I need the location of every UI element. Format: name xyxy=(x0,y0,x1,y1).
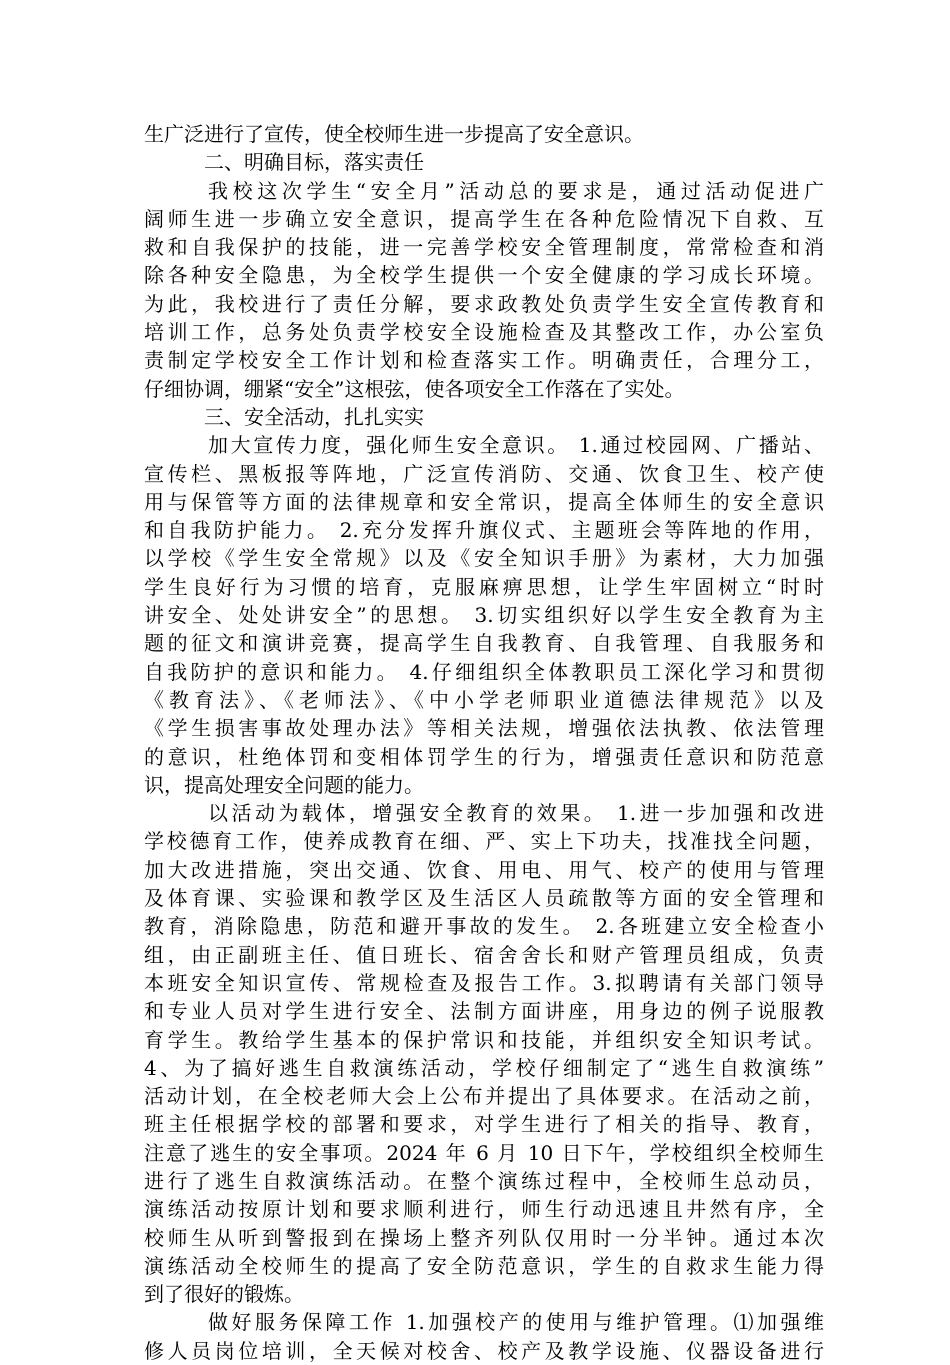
paragraph-line: 救和自我保护的技能，进一完善学校安全管理制度，常常检查和消 xyxy=(144,235,824,260)
paragraph-line: 到了很好的锻炼。 xyxy=(144,1282,304,1307)
paragraph-line: 注意了逃生的安全事项。2024 年 6 月 10 日下午，学校组织全校师生 xyxy=(144,1140,824,1165)
paragraph-line: 《教育法》、《老师法》、《中小学老师职业道德法律规范》以及 xyxy=(144,687,824,712)
paragraph-line: 教育，消除隐患，防范和避开事故的发生。 2.各班建立安全检查小 xyxy=(144,914,824,939)
paragraph-line: 的意识，杜绝体罚和变相体罚学生的行为，增强责任意识和防范意 xyxy=(144,744,824,769)
paragraph-line: 学生良好行为习惯的培育，克服麻痹思想，让学生牢固树立“时时 xyxy=(144,574,824,599)
paragraph-line: 自我防护的意识和能力。 4.仔细组织全体教职员工深化学习和贯彻 xyxy=(144,659,824,684)
paragraph-line: 以活动为载体，增强安全教育的效果。 1.进一步加强和改进 xyxy=(208,801,824,826)
paragraph-line: 4、为了搞好逃生自救演练活动，学校仔细制定了“逃生自救演练” xyxy=(144,1055,824,1080)
paragraph-line: 加大宣传力度，强化师生安全意识。 1.通过校园网、广播站、 xyxy=(208,433,824,458)
paragraph-line: 培训工作，总务处负责学校安全设施检查及其整改工作，办公室负 xyxy=(144,320,824,345)
paragraph-line: 除各种安全隐患，为全校学生提供一个安全健康的学习成长环境。 xyxy=(144,263,824,288)
paragraph-line: 和专业人员对学生进行安全、法制方面讲座，用身边的例子说服教 xyxy=(144,999,824,1024)
paragraph-line: 演练活动全校师生的提高了安全防范意识，学生的自救求生能力得 xyxy=(144,1253,824,1278)
paragraph-line: 校师生从听到警报到在操场上整齐列队仅用时一分半钟。通过本次 xyxy=(144,1225,824,1250)
paragraph-line: 活动计划，在全校老师大会上公布并提出了具体要求。在活动之前， xyxy=(144,1084,824,1109)
paragraph-line: 及体育课、实验课和教学区及生活区人员疏散等方面的安全管理和 xyxy=(144,886,824,911)
section-heading-2: 二、明确目标，落实责任 xyxy=(204,150,424,175)
paragraph-line: 《学生损害事故处理办法》等相关法规，增强依法执教、依法管理 xyxy=(144,716,824,741)
paragraph-line: 本班安全知识宣传、常规检查及报告工作。3.拟聘请有关部门领导 xyxy=(144,970,824,995)
paragraph-line: 用与保管等方面的法律规章和安全常识，提高全体师生的安全意识 xyxy=(144,489,824,514)
paragraph-line: 做好服务保障工作 1.加强校产的使用与维护管理。⑴加强维 xyxy=(208,1310,824,1335)
paragraph-line: 责制定学校安全工作计划和检查落实工作。明确责任，合理分工， xyxy=(144,348,824,373)
paragraph-line: 育学生。教给学生基本的保护常识和技能，并组织安全知识考试。 xyxy=(144,1027,824,1052)
paragraph-line: 以学校《学生安全常规》以及《安全知识手册》为素材，大力加强 xyxy=(144,546,824,571)
paragraph-line: 生广泛进行了宣传，使全校师生进一步提高了安全意识。 xyxy=(144,122,644,146)
paragraph-line: 讲安全、处处讲安全”的思想。 3.切实组织好以学生安全教育为主 xyxy=(144,603,824,628)
paragraph-line: 阔师生进一步确立安全意识，提高学生在各种危险情况下自救、互 xyxy=(144,206,824,231)
document-body xyxy=(144,120,824,1365)
paragraph-line: 仔细协调，绷紧“安全”这根弦，使各项安全工作落在了实处。 xyxy=(144,376,685,401)
section-heading-3: 三、安全活动，扎扎实实 xyxy=(204,404,424,429)
paragraph-line: 学校德育工作，使养成教育在细、严、实上下功夫，找准找全问题， xyxy=(144,829,824,854)
paragraph-line: 演练活动按原计划和要求顺利进行，师生行动迅速且井然有序，全 xyxy=(144,1197,824,1222)
paragraph-line: 和自我防护能力。 2.充分发挥升旗仪式、主题班会等阵地的作用， xyxy=(144,518,824,543)
paragraph-line: 组，由正副班主任、值日班长、宿舍舍长和财产管理员组成，负责 xyxy=(144,942,824,967)
paragraph-line: 进行了逃生自救演练活动。在整个演练过程中，全校师生总动员， xyxy=(144,1168,824,1193)
paragraph-line: 为此，我校进行了责任分解，要求政教处负责学生安全宣传教育和 xyxy=(144,291,824,316)
paragraph-line: 我校这次学生“安全月”活动总的要求是，通过活动促进广 xyxy=(208,178,824,203)
paragraph-line: 宣传栏、黑板报等阵地，广泛宣传消防、交通、饮食卫生、校产使 xyxy=(144,461,824,486)
paragraph-line: 班主任根据学校的部署和要求，对学生进行了相关的指导、教育， xyxy=(144,1112,824,1137)
paragraph-line: 加大改进措施，突出交通、饮食、用电、用气、校产的使用与管理 xyxy=(144,857,824,882)
paragraph-line: 识，提高处理安全问题的能力。 xyxy=(144,772,424,797)
paragraph-line: 题的征文和演讲竞赛，提高学生自我教育、自我管理、自我服务和 xyxy=(144,631,824,656)
paragraph-line: 修人员岗位培训，全天候对校舍、校产及教学设施、仪器设备进行 xyxy=(144,1338,824,1363)
